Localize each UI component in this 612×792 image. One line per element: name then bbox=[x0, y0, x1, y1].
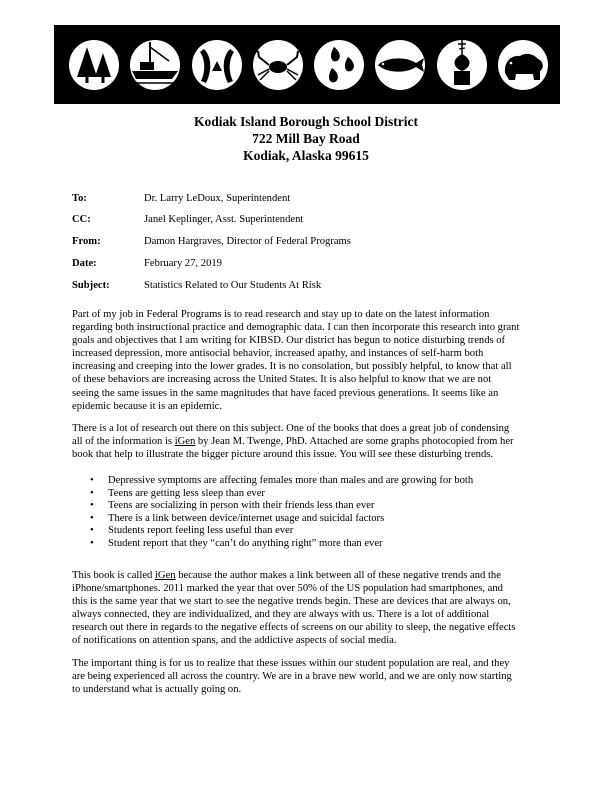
memo-cc-row bbox=[72, 214, 552, 228]
paragraph-line: There is a lot of research out there on this subject. One of the books that does a great job of condensing bbox=[72, 423, 510, 434]
book-title-igen: iGen bbox=[154, 570, 176, 581]
from-value: Damon Hargraves, Director of Federal Programs bbox=[144, 236, 351, 247]
paragraph-line: seeing the same issues in the same magnitudes that have faced previous generations. It seems like an bbox=[72, 387, 499, 399]
paragraph-line: The important thing is for us to realize that these issues within our student population are real, and they bbox=[72, 658, 510, 669]
district-name: Kodiak Island Borough School District bbox=[193, 114, 419, 129]
subject-value: Statistics Related to Our Students At Risk bbox=[144, 280, 322, 291]
paragraph-line bbox=[72, 435, 544, 448]
date-label: Date: bbox=[72, 258, 97, 269]
paragraph-smartphones bbox=[72, 569, 544, 648]
date-value: February 27, 2019 bbox=[144, 258, 222, 269]
paragraph-conclusion bbox=[72, 657, 544, 696]
paragraph-line: increasing and creeping into the lower grades. It is no consolation, but possibly helpful, to know that all bbox=[72, 361, 512, 373]
list-item-text: Depressive symptoms are affecting females more than males and are growing for both bbox=[108, 475, 474, 486]
list-item bbox=[72, 538, 542, 551]
memo-to-row bbox=[72, 193, 552, 207]
paragraph-line: of these behaviors are increasing across the United States. It is also helpful to know that we are not bbox=[72, 374, 492, 386]
cc-label: CC: bbox=[72, 214, 91, 225]
subject-label: Subject: bbox=[72, 280, 110, 291]
fish-eggs-icon bbox=[314, 40, 364, 90]
memo-from-row bbox=[72, 236, 552, 250]
list-item bbox=[72, 525, 542, 538]
paragraph-line: research out there in regards to the negative effects of screens on our ability to sleep, the negative effects bbox=[72, 622, 516, 634]
paragraph-line: are being experienced all across the country. We are in a brave new world, and we are only now starting bbox=[72, 671, 512, 683]
trees-icon bbox=[69, 40, 119, 90]
paragraph-line: this is the same year that we start to see the negative trends begin. These are devices that are always on, bbox=[72, 596, 511, 608]
paragraph-line: iPhone/smartphones. 2011 marked the year that over 50% of the US population had smartphones, and bbox=[72, 583, 503, 595]
list-item-text: Teens are socializing in person with their friends less than ever bbox=[108, 500, 375, 512]
list-item-text: Students report feeling less useful than ever bbox=[108, 525, 294, 537]
district-logo-banner bbox=[54, 25, 560, 104]
list-item-text: Student report that they “can’t do anything right” more than ever bbox=[108, 537, 383, 549]
salmon-icon bbox=[375, 40, 425, 90]
bullet-icon: • bbox=[90, 500, 94, 512]
memo-subject-row bbox=[72, 280, 552, 294]
book-title-igen: iGen bbox=[174, 436, 196, 448]
paragraph-line: goals and objectives that I am writing for KIBSD. Our district has begun to notice disturbing trends of bbox=[72, 335, 506, 347]
paragraph-research bbox=[72, 422, 544, 461]
to-label: To: bbox=[72, 193, 87, 204]
paragraph-line: always connected, they are individualized, and they are always with us. There is a lot of additional bbox=[72, 609, 490, 621]
list-item bbox=[72, 488, 542, 501]
list-item bbox=[72, 513, 542, 526]
paragraph-line: regarding both instructional practice and demographic data. I can then incorporate this research into grant bbox=[72, 322, 520, 334]
bullet-icon: • bbox=[90, 512, 94, 524]
bear-icon bbox=[498, 40, 548, 90]
fishing-boat-icon bbox=[130, 40, 180, 90]
from-label: From: bbox=[72, 236, 101, 247]
list-item bbox=[72, 475, 542, 488]
text-span: all of the information is bbox=[72, 436, 175, 448]
paragraph-line: epidemic because it is an epidemic. bbox=[72, 400, 223, 412]
memo-date-row bbox=[72, 258, 552, 272]
paragraph-line: of notifications on attention spans, and the addictive aspects of social media. bbox=[72, 635, 397, 647]
list-item-text: There is a link between device/internet usage and suicidal factors bbox=[108, 512, 385, 524]
bullet-icon: • bbox=[90, 487, 94, 499]
cc-value: Janel Keplinger, Asst. Superintendent bbox=[144, 214, 304, 225]
orthodox-church-icon bbox=[437, 40, 487, 90]
to-value: Dr. Larry LeDoux, Superintendent bbox=[144, 193, 291, 204]
paragraph-intro bbox=[72, 308, 544, 413]
paragraph-line: increased depression, more antisocial behavior, increased apathy, and instances of self-harm both bbox=[72, 348, 484, 360]
list-item-text: Teens are getting less sleep than ever bbox=[108, 487, 265, 499]
list-item bbox=[72, 500, 542, 513]
bullet-icon: • bbox=[90, 475, 94, 486]
paragraph-line: to understand what is actually going on. bbox=[72, 684, 242, 696]
text-span: This book is called bbox=[72, 570, 155, 581]
bullet-icon: • bbox=[90, 525, 94, 537]
district-street-address: 722 Mill Bay Road bbox=[252, 131, 360, 146]
text-span: because the author makes a link between all of these negative trends and the bbox=[175, 570, 501, 581]
leaping-fish-icon bbox=[192, 40, 242, 90]
paragraph-line bbox=[72, 569, 544, 582]
district-city-state-zip: Kodiak, Alaska 99615 bbox=[243, 148, 369, 163]
paragraph-line: book that help to illustrate the bigger picture around this issue. You will see these disturbing trends. bbox=[72, 449, 494, 461]
crab-icon bbox=[253, 40, 303, 90]
trends-bullet-list bbox=[72, 475, 542, 551]
text-span: by Jean M. Twenge, PhD. Attached are some graphs photocopied from her bbox=[195, 436, 514, 448]
bullet-icon: • bbox=[90, 537, 94, 549]
paragraph-line: Part of my job in Federal Programs is to read research and stay up to date on the latest information bbox=[72, 309, 490, 320]
